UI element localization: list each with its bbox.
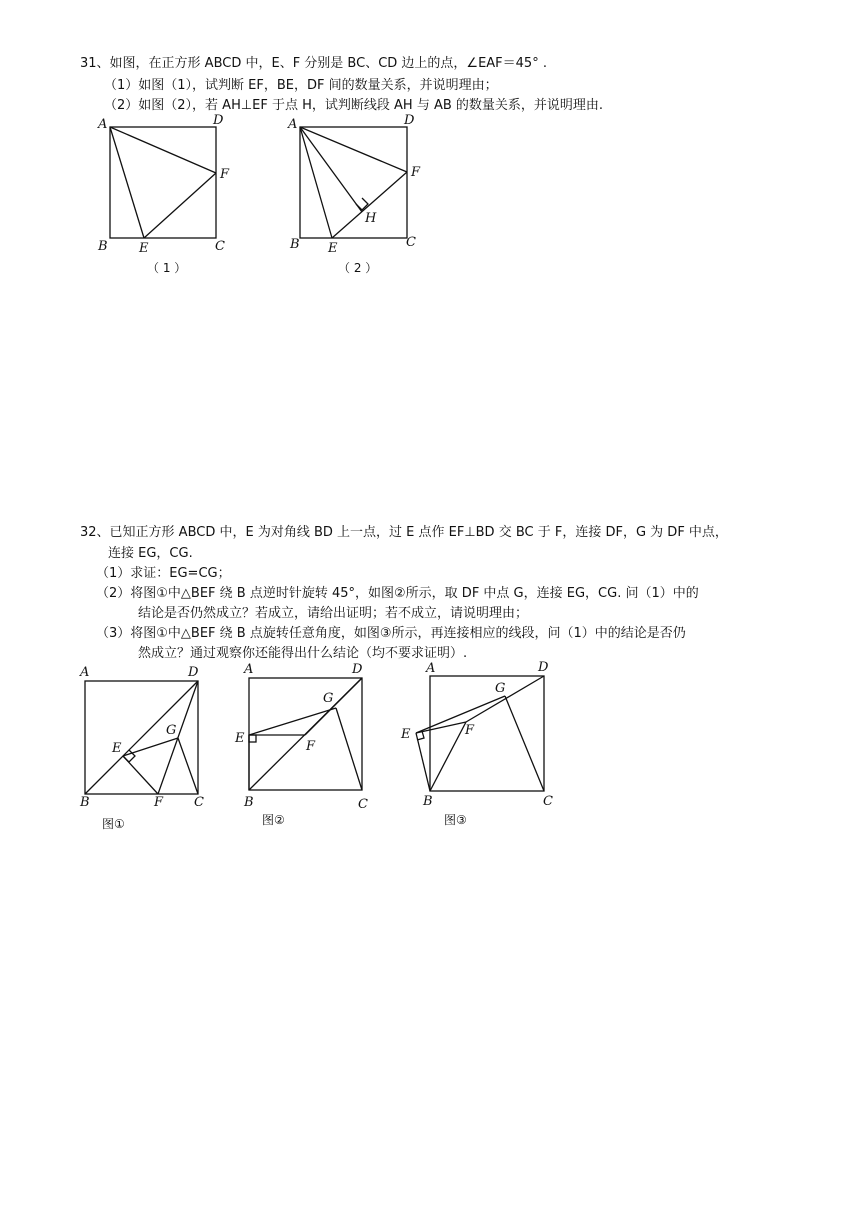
point-label-g: G [166,723,177,738]
point-label-e: E [235,731,245,746]
q32-part3-continued: 然成立？通过观察你还能得出什么结论（均不要求证明）. [138,646,468,661]
q31-part1: （1）如图（1），试判断 EF，BE，DF 间的数量关系，并说明理由； [104,78,498,93]
point-label-a: A [244,662,254,677]
segment-cg [336,708,362,790]
q32-part2-continued: 结论是否仍然成立？若成立，请给出证明；若不成立，请说明理由； [138,606,529,621]
point-label-b: B [98,239,108,254]
figure-caption: 图① [102,817,125,831]
point-label-d: D [352,662,363,677]
point-label-d: D [213,113,224,128]
q32-part1: （1）求证：EG=CG； [96,566,231,581]
figure-caption: （ 1 ） [147,261,187,275]
square-abcd [430,676,544,791]
figure-caption: 图③ [444,813,467,827]
point-label-f: F [220,167,230,182]
point-label-g: G [323,691,334,706]
segment-af [110,127,216,173]
figure-caption: （ 2 ） [338,261,378,275]
point-label-a: A [288,117,298,132]
q31-figure-1 [95,112,255,282]
q32-stem-continued: 连接 EG，CG. [108,546,193,561]
segment-ef [332,172,407,238]
point-label-f: F [154,795,164,810]
point-label-b: B [423,794,433,809]
segment-ae [300,127,332,238]
point-label-h: H [365,211,377,226]
point-label-b: B [244,795,254,810]
point-label-b: B [80,795,90,810]
q32-part2: （2）将图①中△BEF 绕 B 点逆时针旋转 45°，如图②所示，取 DF 中点 G，连接 EG，CG. 问（1）中的 [96,586,699,601]
point-label-a: A [98,117,108,132]
q32-figure-2 [232,660,382,840]
point-label-d: D [538,660,549,675]
point-label-d: D [188,665,199,680]
q32-part3: （3）将图①中△BEF 绕 B 点旋转任意角度，如图③所示，再连接相应的线段，问（1）中的结论是否仍 [96,626,686,641]
right-angle-mark [249,735,256,742]
point-label-f: F [411,165,421,180]
point-label-c: C [406,235,416,250]
point-label-g: G [495,681,506,696]
point-label-f: F [465,723,475,738]
point-label-f: F [306,739,316,754]
point-label-a: A [80,665,90,680]
segment-gc [505,696,544,791]
segment-cg [178,738,198,794]
point-label-c: C [215,239,225,254]
point-label-e: E [328,241,338,256]
point-label-b: B [290,237,300,252]
q32-figure-3 [398,660,568,840]
segment-bf [430,722,466,791]
point-label-c: C [194,795,204,810]
point-label-c: C [358,797,368,812]
q31-stem: 31、如图，在正方形 ABCD 中，E、F 分别是 BC、CD 边上的点，∠EAF＝45° . [80,56,547,71]
point-label-c: C [543,794,553,809]
point-label-e: E [139,241,149,256]
point-label-e: E [401,727,411,742]
segment-df [305,678,362,735]
segment-eg [249,708,336,735]
segment-be [416,733,430,791]
segment-ef [416,722,466,733]
diagonal-bd [85,681,198,794]
figure-caption: 图② [262,813,285,827]
point-label-a: A [426,661,436,676]
segment-ef [144,173,216,238]
q32-stem: 32、已知正方形 ABCD 中，E 为对角线 BD 上一点，过 E 点作 EF⊥BD 交 BC 于 F，连接 DF，G 为 DF 中点， [80,525,728,540]
segment-ae [110,127,144,238]
q31-part2: （2）如图（2），若 AH⊥EF 于点 H，试判断线段 AH 与 AB 的数量关系，并说明理由. [104,98,604,113]
point-label-d: D [404,113,415,128]
point-label-e: E [112,741,122,756]
q31-figure-2 [285,112,445,282]
q32-figure-1 [74,660,224,840]
